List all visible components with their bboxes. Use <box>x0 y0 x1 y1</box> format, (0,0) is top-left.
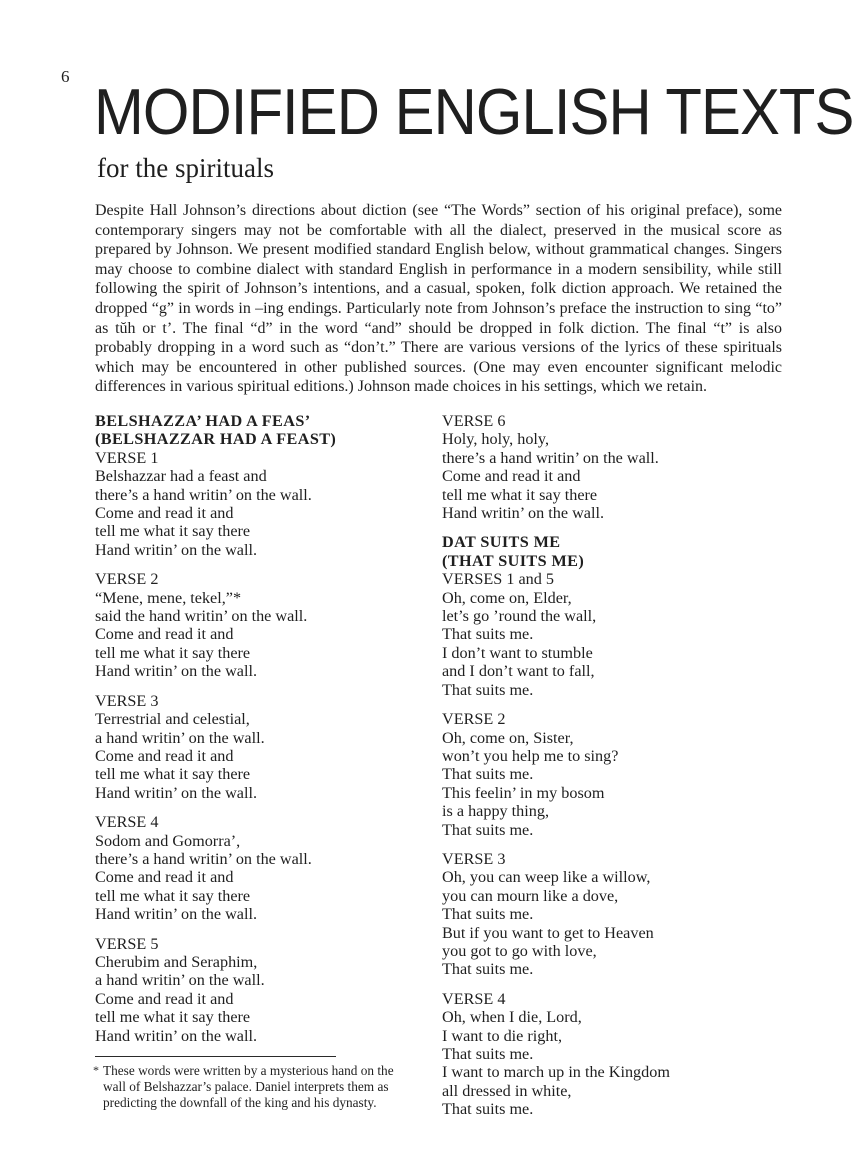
verse-line: I want to march up in the Kingdom <box>442 1063 670 1082</box>
verse-line: tell me what it say there <box>95 886 251 905</box>
verse-line: That suits me. <box>442 960 534 979</box>
footnote-body <box>95 1063 435 1111</box>
verse-label: VERSE 2 <box>442 710 506 729</box>
verse-line: Come and read it and <box>95 746 234 765</box>
verse-line: I want to die right, <box>442 1026 563 1045</box>
verse-line: That suits me. <box>442 905 534 924</box>
verse-line: Oh, you can weep like a willow, <box>442 868 651 887</box>
verse-line: That suits me. <box>442 625 534 644</box>
verse-label: VERSE 1 <box>95 448 159 467</box>
verse <box>442 570 787 699</box>
footnote-line: predicting the downfall of the king and his dynasty. <box>103 1094 377 1110</box>
verse-label: VERSE 4 <box>95 813 159 832</box>
verse-line: But if you want to get to Heaven <box>442 923 654 942</box>
verse-label: VERSE 2 <box>95 570 159 589</box>
verse-line: said the hand writin’ on the wall. <box>95 607 308 626</box>
verse-line: there’s a hand writin’ on the wall. <box>95 849 312 868</box>
verse-line: tell me what it say there <box>442 485 598 504</box>
verse <box>442 990 787 1119</box>
verse-line: is a happy thing, <box>442 802 550 821</box>
song-title-line: BELSHAZZA’ HAD A FEAS’ <box>95 412 311 430</box>
verse-line: a hand writin’ on the wall. <box>95 728 265 747</box>
intro-paragraph: Despite Hall Johnson’s directions about diction (see “The Words” section of his original preface), some contemporary singers may not be comfortable with all the dialect, preserved in the musical score as prepared by Johnson. We present modified standard English below, without grammatical changes. Singers may choose to combine dialect with standard English in performance in a modern sensibility, while still following the spirit of Johnson’s intentions, and a casual, spoken, folk diction approach. We retained the dropped “g” in words in –ing endings. Particularly note from Johnson’s preface the instruction to sing “to” as tŭh or t’. The final “d” in the word “and” should be dropped in folk diction. The final “t” is also probably dropping in a word such as “don’t.” There are various versions of the lyrics of these spirituals which may be encountered in other published sources. (One may even encounter significant melodic differences in various spiritual editions.) Johnson made choices in his settings, which we retain. <box>95 202 782 396</box>
verse-line: let’s go ’round the wall, <box>442 607 597 626</box>
lyrics-column-left <box>95 412 435 1111</box>
verse-line: Holy, holy, holy, <box>442 430 550 449</box>
verse-line: Oh, when I die, Lord, <box>442 1008 582 1027</box>
verse <box>442 412 787 522</box>
verse-line: and I don’t want to fall, <box>442 662 595 681</box>
verse-line: Come and read it and <box>95 989 234 1008</box>
verse-line: tell me what it say there <box>95 643 251 662</box>
verse <box>95 813 435 923</box>
verse-line: This feelin’ in my bosom <box>442 783 605 802</box>
footnote-line: wall of Belshazzar’s palace. Daniel interprets them as <box>103 1078 389 1094</box>
verse-line: That suits me. <box>442 1100 534 1119</box>
verse-label: VERSE 3 <box>442 849 506 868</box>
verse <box>95 570 435 680</box>
verse-line: a hand writin’ on the wall. <box>95 971 265 990</box>
verse-line: Sodom and Gomorra’, <box>95 831 241 850</box>
verse-line: That suits me. <box>442 680 534 699</box>
verse-line: Come and read it and <box>95 504 234 523</box>
page-subtitle: for the spirituals <box>97 153 274 183</box>
song-title <box>95 412 435 449</box>
verse-line: Oh, come on, Sister, <box>442 728 574 747</box>
verse-line: there’s a hand writin’ on the wall. <box>95 485 312 504</box>
verse <box>95 692 435 802</box>
footnote <box>95 1056 435 1111</box>
verse <box>95 449 435 559</box>
verse-line: Terrestrial and celestial, <box>95 710 250 729</box>
verse <box>442 710 787 839</box>
verse-label: VERSE 6 <box>442 412 506 430</box>
page-title-text: MODIFIED ENGLISH TEXTS <box>94 75 854 148</box>
verse-line: That suits me. <box>442 1045 534 1063</box>
song-title-line: DAT SUITS ME <box>442 533 561 552</box>
verse-line: “Mene, mene, tekel,”* <box>95 588 242 607</box>
verse-label: VERSE 4 <box>442 989 506 1008</box>
verse-line: Hand writin’ on the wall. <box>95 1026 257 1045</box>
verse-line: Come and read it and <box>95 625 234 644</box>
verse-line: That suits me. <box>442 820 534 839</box>
verse-line: Come and read it and <box>95 868 234 887</box>
verse <box>95 935 435 1045</box>
page-title <box>94 75 864 148</box>
verse-label: VERSE 3 <box>95 691 159 710</box>
verse-line: there’s a hand writin’ on the wall. <box>442 448 659 467</box>
verse-line: Hand writin’ on the wall. <box>95 905 257 924</box>
song-title-line: (BELSHAZZAR HAD A FEAST) <box>95 430 337 449</box>
page-number: 6 <box>61 67 70 86</box>
verse-label: VERSES 1 and 5 <box>442 570 554 589</box>
verse-line: Hand writin’ on the wall. <box>95 540 257 559</box>
footnote-marker: * <box>93 1063 99 1077</box>
verse-line: Cherubim and Seraphim, <box>95 952 258 971</box>
verse-line: you got to go with love, <box>442 941 597 960</box>
verse <box>442 850 787 979</box>
verse-label: VERSE 5 <box>95 934 159 953</box>
verse-line: Belshazzar had a feast and <box>95 467 267 486</box>
verse-line: you can mourn like a dove, <box>442 886 619 905</box>
verse-line: Oh, come on, Elder, <box>442 588 572 607</box>
verse-line: Hand writin’ on the wall. <box>442 504 604 523</box>
verse-line: tell me what it say there <box>95 522 251 541</box>
verse-line: tell me what it say there <box>95 765 251 784</box>
verse-line: tell me what it say there <box>95 1008 251 1027</box>
lyrics-column-right <box>442 412 787 1130</box>
song-title-line: (THAT SUITS ME) <box>442 551 585 570</box>
footnote-line: These words were written by a mysterious hand on the <box>103 1063 394 1078</box>
footnote-rule <box>95 1056 336 1057</box>
verse-line: Hand writin’ on the wall. <box>95 662 257 681</box>
verse-line: all dressed in white, <box>442 1081 572 1100</box>
verse-line: Hand writin’ on the wall. <box>95 783 257 802</box>
verse-line: won’t you help me to sing? <box>442 746 619 765</box>
song-title <box>442 533 787 570</box>
verse-line: I don’t want to stumble <box>442 643 593 662</box>
verse-line: That suits me. <box>442 765 534 784</box>
verse-line: Come and read it and <box>442 467 581 486</box>
